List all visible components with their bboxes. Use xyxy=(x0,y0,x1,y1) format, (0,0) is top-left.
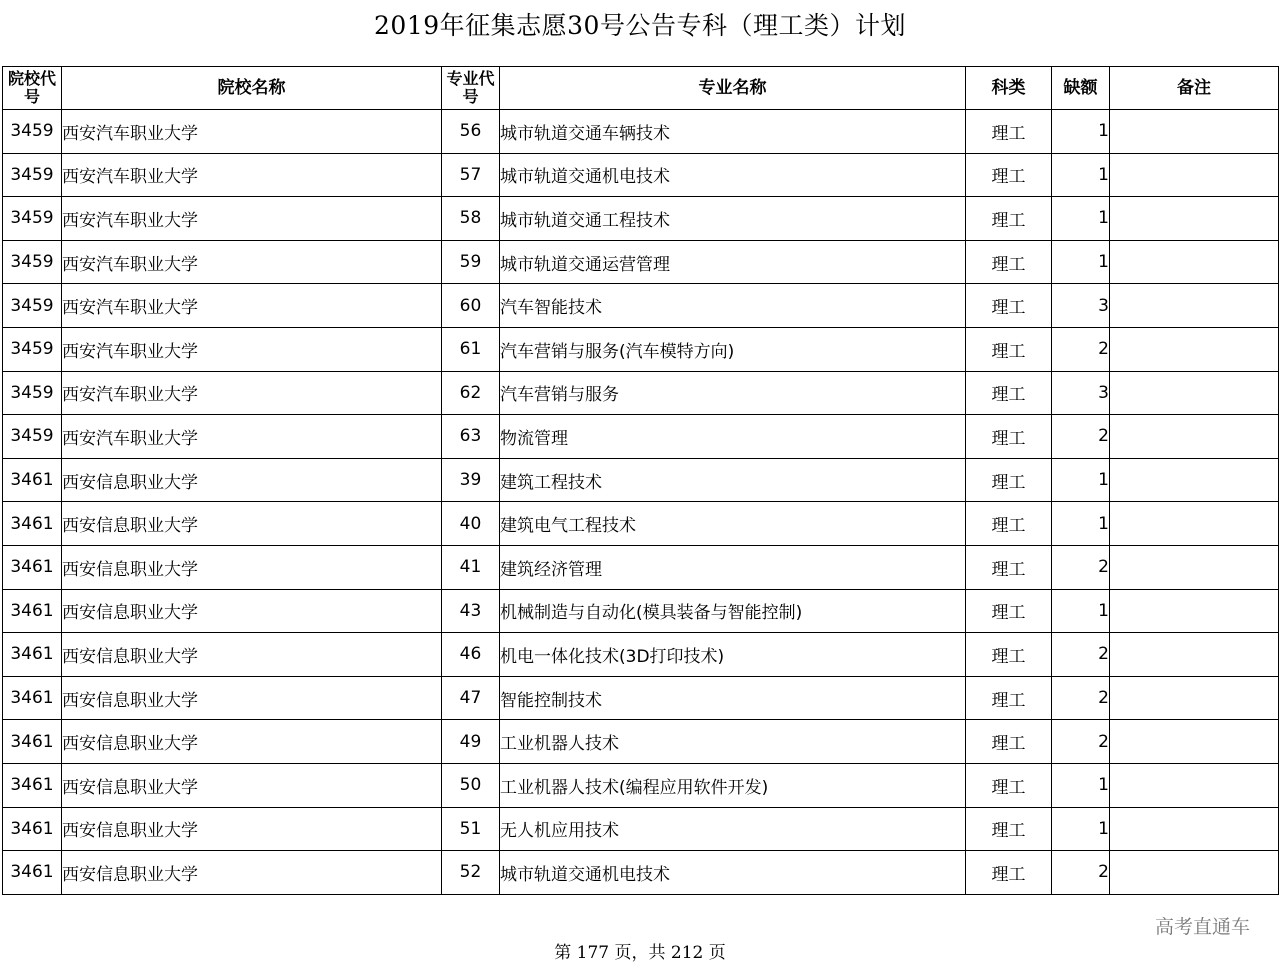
cell-major-code: 58 xyxy=(442,197,500,241)
cell-major-name: 建筑工程技术 xyxy=(500,458,966,502)
page-title: 2019年征集志愿30号公告专科（理工类）计划 xyxy=(374,11,906,40)
cell-vacancy: 1 xyxy=(1052,153,1110,197)
cell-major-code: 49 xyxy=(442,720,500,764)
cell-school-name: 西安汽车职业大学 xyxy=(62,153,442,197)
cell-note xyxy=(1110,807,1279,851)
cell-note xyxy=(1110,110,1279,154)
cell-category: 理工 xyxy=(966,807,1052,851)
cell-major-name: 城市轨道交通运营管理 xyxy=(500,240,966,284)
cell-note xyxy=(1110,589,1279,633)
table-row xyxy=(3,153,1279,197)
table-row xyxy=(3,415,1279,459)
cell-major-name: 汽车营销与服务 xyxy=(500,371,966,415)
cell-category: 理工 xyxy=(966,589,1052,633)
cell-major-name: 智能控制技术 xyxy=(500,676,966,720)
cell-vacancy: 3 xyxy=(1052,371,1110,415)
cell-major-code: 46 xyxy=(442,633,500,677)
cell-school-code: 3461 xyxy=(3,502,62,546)
cell-major-code: 41 xyxy=(442,545,500,589)
table-row xyxy=(3,284,1279,328)
table-row xyxy=(3,197,1279,241)
watermark: 高考直通车 xyxy=(1154,916,1250,938)
header-school-name: 院校名称 xyxy=(62,67,442,110)
table-row xyxy=(3,327,1279,371)
cell-school-name: 西安汽车职业大学 xyxy=(62,240,442,284)
cell-category: 理工 xyxy=(966,720,1052,764)
cell-note xyxy=(1110,197,1279,241)
cell-vacancy: 2 xyxy=(1052,851,1110,895)
cell-category: 理工 xyxy=(966,633,1052,677)
cell-vacancy: 1 xyxy=(1052,110,1110,154)
cell-major-code: 50 xyxy=(442,763,500,807)
cell-vacancy: 1 xyxy=(1052,807,1110,851)
table-row xyxy=(3,633,1279,677)
plan-table xyxy=(2,66,1279,895)
cell-major-name: 物流管理 xyxy=(500,415,966,459)
cell-note xyxy=(1110,240,1279,284)
cell-major-code: 52 xyxy=(442,851,500,895)
cell-major-name: 城市轨道交通车辆技术 xyxy=(500,110,966,154)
cell-vacancy: 2 xyxy=(1052,676,1110,720)
cell-school-name: 西安信息职业大学 xyxy=(62,676,442,720)
cell-school-code: 3461 xyxy=(3,458,62,502)
table-row xyxy=(3,763,1279,807)
cell-school-name: 西安信息职业大学 xyxy=(62,851,442,895)
table-row xyxy=(3,110,1279,154)
table-row xyxy=(3,458,1279,502)
table-row xyxy=(3,502,1279,546)
header-vacancy: 缺额 xyxy=(1052,67,1110,110)
cell-school-name: 西安信息职业大学 xyxy=(62,720,442,764)
cell-vacancy: 2 xyxy=(1052,415,1110,459)
cell-major-name: 建筑电气工程技术 xyxy=(500,502,966,546)
table-row xyxy=(3,807,1279,851)
cell-school-name: 西安汽车职业大学 xyxy=(62,110,442,154)
cell-vacancy: 1 xyxy=(1052,458,1110,502)
cell-school-code: 3461 xyxy=(3,763,62,807)
cell-major-name: 城市轨道交通机电技术 xyxy=(500,153,966,197)
page-footer: 第 177 页，共 212 页 xyxy=(554,943,726,963)
cell-note xyxy=(1110,458,1279,502)
table-row xyxy=(3,720,1279,764)
cell-category: 理工 xyxy=(966,545,1052,589)
cell-note xyxy=(1110,371,1279,415)
cell-major-code: 47 xyxy=(442,676,500,720)
cell-note xyxy=(1110,153,1279,197)
cell-school-name: 西安信息职业大学 xyxy=(62,545,442,589)
table-row xyxy=(3,589,1279,633)
cell-vacancy: 2 xyxy=(1052,327,1110,371)
table-row xyxy=(3,545,1279,589)
cell-school-code: 3461 xyxy=(3,633,62,677)
cell-school-name: 西安信息职业大学 xyxy=(62,807,442,851)
cell-major-name: 城市轨道交通工程技术 xyxy=(500,197,966,241)
cell-school-name: 西安汽车职业大学 xyxy=(62,284,442,328)
cell-vacancy: 2 xyxy=(1052,545,1110,589)
cell-school-name: 西安汽车职业大学 xyxy=(62,327,442,371)
cell-major-name: 无人机应用技术 xyxy=(500,807,966,851)
table-row xyxy=(3,240,1279,284)
table-row xyxy=(3,676,1279,720)
cell-major-name: 工业机器人技术(编程应用软件开发) xyxy=(500,763,966,807)
cell-major-name: 机电一体化技术(3D打印技术) xyxy=(500,633,966,677)
cell-major-code: 39 xyxy=(442,458,500,502)
cell-school-name: 西安汽车职业大学 xyxy=(62,371,442,415)
cell-major-name: 城市轨道交通机电技术 xyxy=(500,851,966,895)
cell-note xyxy=(1110,284,1279,328)
cell-major-code: 57 xyxy=(442,153,500,197)
cell-school-name: 西安信息职业大学 xyxy=(62,763,442,807)
cell-note xyxy=(1110,676,1279,720)
cell-category: 理工 xyxy=(966,110,1052,154)
cell-school-code: 3461 xyxy=(3,807,62,851)
cell-vacancy: 1 xyxy=(1052,240,1110,284)
table-row xyxy=(3,851,1279,895)
cell-note xyxy=(1110,545,1279,589)
header-major-name: 专业名称 xyxy=(500,67,966,110)
cell-major-code: 60 xyxy=(442,284,500,328)
cell-category: 理工 xyxy=(966,415,1052,459)
cell-note xyxy=(1110,327,1279,371)
cell-school-code: 3459 xyxy=(3,327,62,371)
cell-vacancy: 1 xyxy=(1052,763,1110,807)
cell-major-code: 40 xyxy=(442,502,500,546)
table-body xyxy=(3,110,1279,895)
cell-school-code: 3461 xyxy=(3,676,62,720)
cell-school-code: 3461 xyxy=(3,720,62,764)
cell-note xyxy=(1110,415,1279,459)
cell-school-code: 3461 xyxy=(3,545,62,589)
table-row xyxy=(3,371,1279,415)
cell-note xyxy=(1110,763,1279,807)
cell-category: 理工 xyxy=(966,371,1052,415)
cell-school-code: 3459 xyxy=(3,371,62,415)
header-school-code: 院校代号 xyxy=(3,67,62,110)
cell-category: 理工 xyxy=(966,763,1052,807)
cell-category: 理工 xyxy=(966,153,1052,197)
cell-school-code: 3459 xyxy=(3,415,62,459)
header-major-code: 专业代号 xyxy=(442,67,500,110)
header-category: 科类 xyxy=(966,67,1052,110)
cell-major-name: 汽车智能技术 xyxy=(500,284,966,328)
cell-category: 理工 xyxy=(966,851,1052,895)
cell-major-name: 工业机器人技术 xyxy=(500,720,966,764)
cell-major-name: 建筑经济管理 xyxy=(500,545,966,589)
cell-major-code: 56 xyxy=(442,110,500,154)
cell-school-name: 西安汽车职业大学 xyxy=(62,197,442,241)
cell-school-name: 西安汽车职业大学 xyxy=(62,415,442,459)
cell-major-code: 59 xyxy=(442,240,500,284)
cell-school-code: 3459 xyxy=(3,284,62,328)
cell-category: 理工 xyxy=(966,676,1052,720)
cell-category: 理工 xyxy=(966,197,1052,241)
cell-category: 理工 xyxy=(966,240,1052,284)
cell-school-name: 西安信息职业大学 xyxy=(62,502,442,546)
cell-note xyxy=(1110,851,1279,895)
cell-vacancy: 1 xyxy=(1052,502,1110,546)
cell-school-name: 西安信息职业大学 xyxy=(62,458,442,502)
cell-school-code: 3461 xyxy=(3,589,62,633)
cell-school-code: 3459 xyxy=(3,153,62,197)
cell-vacancy: 2 xyxy=(1052,720,1110,764)
cell-note xyxy=(1110,502,1279,546)
table-header-row xyxy=(3,67,1279,110)
cell-major-code: 43 xyxy=(442,589,500,633)
cell-major-code: 62 xyxy=(442,371,500,415)
cell-school-name: 西安信息职业大学 xyxy=(62,633,442,677)
cell-vacancy: 2 xyxy=(1052,633,1110,677)
cell-school-code: 3459 xyxy=(3,197,62,241)
cell-school-code: 3459 xyxy=(3,110,62,154)
cell-school-name: 西安信息职业大学 xyxy=(62,589,442,633)
cell-major-code: 51 xyxy=(442,807,500,851)
cell-category: 理工 xyxy=(966,502,1052,546)
cell-note xyxy=(1110,720,1279,764)
cell-category: 理工 xyxy=(966,284,1052,328)
cell-major-name: 机械制造与自动化(模具装备与智能控制) xyxy=(500,589,966,633)
cell-vacancy: 1 xyxy=(1052,589,1110,633)
cell-category: 理工 xyxy=(966,458,1052,502)
cell-vacancy: 1 xyxy=(1052,197,1110,241)
cell-major-code: 63 xyxy=(442,415,500,459)
cell-note xyxy=(1110,633,1279,677)
cell-major-code: 61 xyxy=(442,327,500,371)
cell-school-code: 3461 xyxy=(3,851,62,895)
cell-vacancy: 3 xyxy=(1052,284,1110,328)
header-note: 备注 xyxy=(1110,67,1279,110)
cell-major-name: 汽车营销与服务(汽车模特方向) xyxy=(500,327,966,371)
cell-category: 理工 xyxy=(966,327,1052,371)
cell-school-code: 3459 xyxy=(3,240,62,284)
